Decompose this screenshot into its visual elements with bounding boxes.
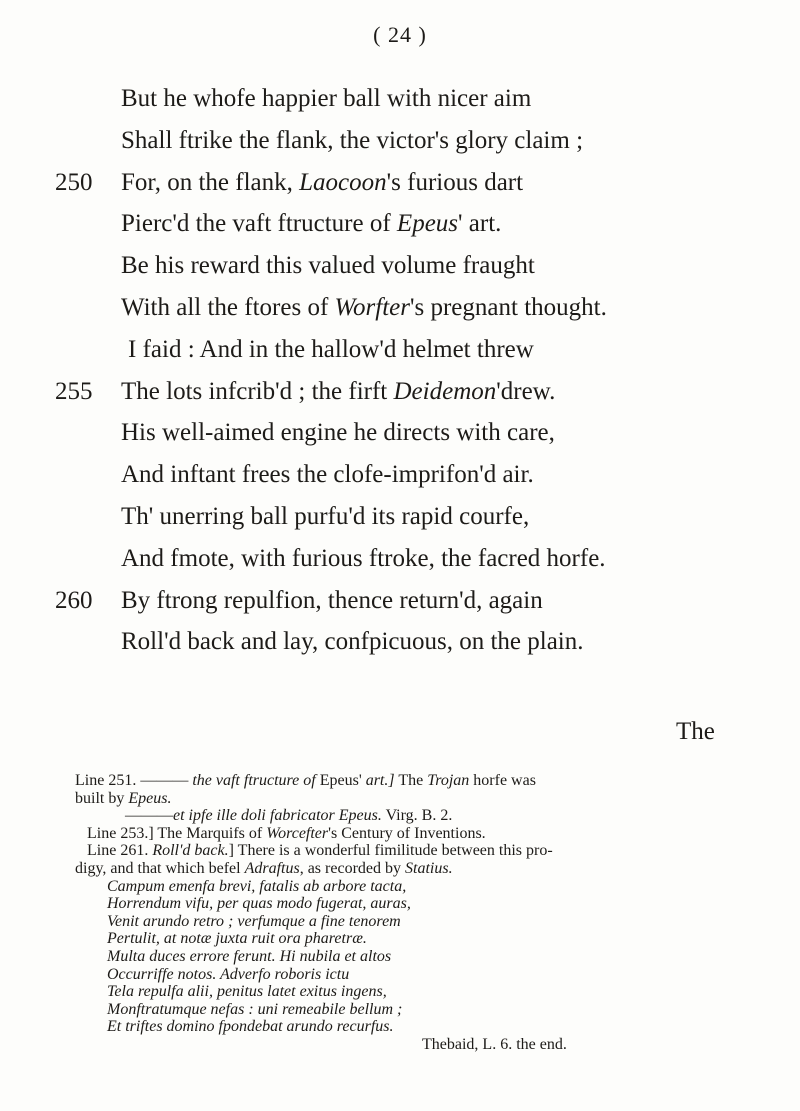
poem-line	[0, 162, 800, 204]
line-text: For, on the flank, Laocoon's furious dart	[121, 168, 524, 196]
note-line: Line 261. Roll'd back.] There is a wonderful fimilitude between this pro-	[87, 842, 553, 860]
latin-verse: Et triftes domino fpondebat arundo recurfus.	[107, 1018, 394, 1036]
latin-verse: Campum emenfa brevi, fatalis ab arbore tacta,	[107, 877, 407, 895]
note-line: built by Epeus.	[75, 789, 172, 807]
line-text: Th' unerring ball purfu'd its rapid courfe,	[121, 502, 530, 530]
latin-verse: Monftratumque nefas : uni remeabile bellum ;	[107, 1000, 403, 1018]
note-line: Line 251. ——— the vaft ftructure of Epeus' art.] The Trojan horfe was	[75, 772, 536, 789]
line-text: His well-aimed engine he directs with care,	[121, 419, 555, 447]
poem-line	[0, 371, 800, 413]
latin-verse: Occurriffe notos. Adverfo roboris ictu	[107, 965, 350, 983]
poem-line	[0, 412, 800, 454]
poem-line	[0, 621, 800, 663]
poem-line	[0, 78, 800, 120]
latin-verse: Venit arundo retro ; verfumque a fine tenorem	[107, 912, 401, 930]
proper-name: Laocoon	[299, 168, 387, 196]
latin-verse: Pertulit, at notæ juxta ruit ora pharetræ.	[107, 930, 367, 948]
poem-line	[0, 329, 800, 371]
poem-line	[0, 203, 800, 245]
line-text: By ftrong repulfion, thence return'd, again	[121, 586, 543, 614]
latin-verse: Tela repulfa alii, penitus latet exitus ingens,	[107, 983, 387, 1001]
poem-line	[0, 580, 800, 622]
proper-name: Deidemon	[393, 377, 497, 405]
page-number: ( 24 )	[373, 22, 427, 47]
poem-line	[0, 287, 800, 329]
line-text: And inftant frees the clofe-imprifon'd air.	[121, 461, 534, 489]
footnotes	[75, 772, 765, 1054]
line-text: The lots infcrib'd ; the firft Deidemon'drew.	[121, 377, 556, 405]
proper-name: Epeus	[396, 210, 459, 238]
poem-line	[0, 496, 800, 538]
note-line: digy, and that which befel Adraftus, as recorded by Statius.	[75, 859, 453, 877]
line-text: Pierc'd the vaft ftructure of Epeus' art.	[121, 210, 502, 238]
line-number: 250	[55, 168, 93, 196]
line-text: With all the ftores of Worfter's pregnant thought.	[121, 293, 607, 321]
line-text: I faid : And in the hallow'd helmet threw	[128, 335, 534, 363]
note-line: ———et ipfe ille doli fabricator Epeus. Virg. B. 2.	[125, 807, 453, 825]
poem-line	[0, 454, 800, 496]
line-number: 255	[55, 377, 93, 405]
latin-verse: Multa duces errore ferunt. Hi nubila et altos	[107, 947, 392, 965]
line-text: But he whofe happier ball with nicer aim	[121, 85, 532, 112]
note-line: Line 253.] The Marquifs of Worcefter's Century of Inventions.	[87, 824, 486, 842]
note-source: Thebaid, L. 6. the end.	[422, 1035, 567, 1053]
poem	[0, 78, 800, 663]
catchword: The	[676, 718, 715, 745]
proper-name: Worfter	[334, 293, 410, 321]
line-text: Be his reward this valued volume fraught	[121, 252, 535, 280]
latin-verse: Horrendum vifu, per quas modo fugerat, auras,	[107, 895, 411, 913]
line-number: 260	[55, 586, 93, 614]
poem-line	[0, 120, 800, 162]
line-text: Roll'd back and lay, confpicuous, on the plain.	[121, 628, 584, 656]
poem-line	[0, 245, 800, 287]
line-text: And fmote, with furious ftroke, the facred horfe.	[121, 544, 606, 572]
poem-line	[0, 538, 800, 580]
line-text: Shall ftrike the flank, the victor's glory claim ;	[121, 126, 584, 154]
